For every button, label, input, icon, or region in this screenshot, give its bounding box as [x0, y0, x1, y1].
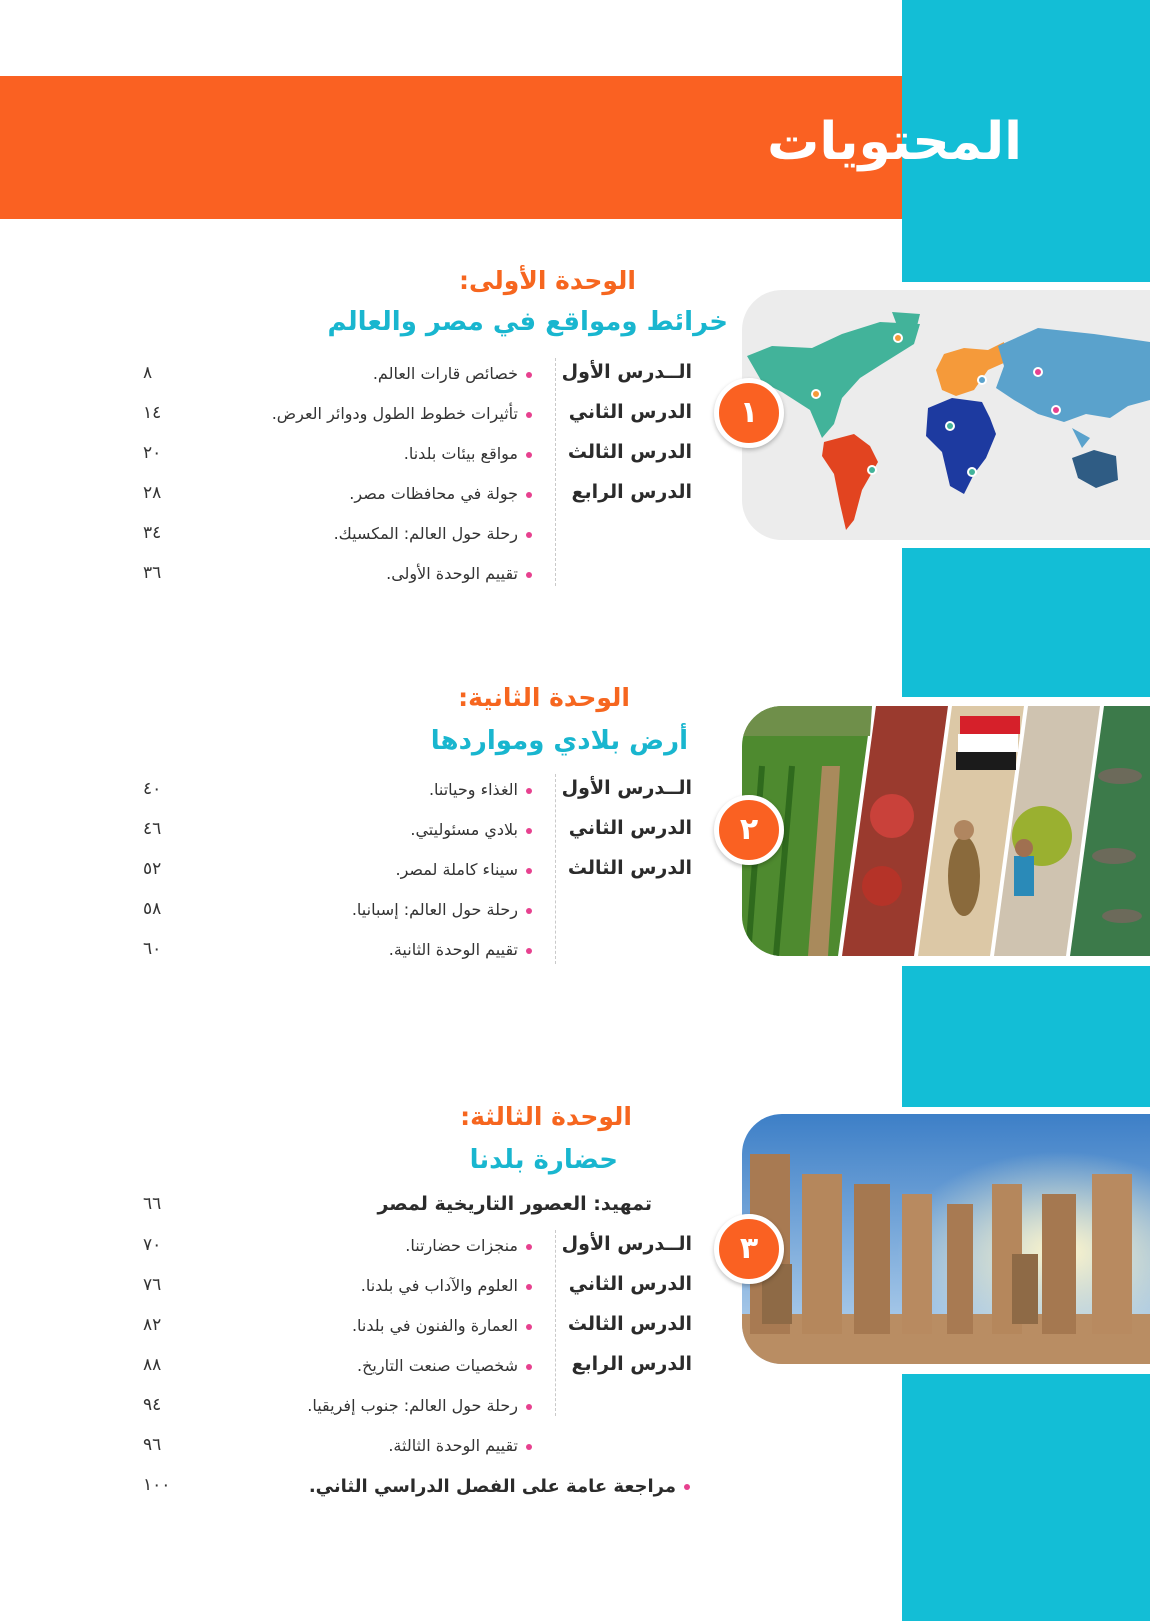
- unit-2-lesson-3: الدرس الثالث: [567, 857, 692, 879]
- unit-2-separator: [555, 774, 556, 964]
- unit-1-item-3: مواقع بيئات بلدنا.: [404, 444, 532, 463]
- unit-2-title: أرض بلادي ومواردها: [430, 726, 688, 756]
- unit-3-lesson-4: الدرس الرابع: [571, 1353, 692, 1375]
- bullet-icon: [526, 452, 532, 458]
- unit-3-title: حضارة بلدنا: [469, 1145, 618, 1175]
- unit-1-item-6: تقييم الوحدة الأولى.: [386, 564, 532, 583]
- bullet-icon: [526, 828, 532, 834]
- unit-1-page-3: ٢٠: [143, 443, 162, 463]
- unit-3-temple-image: [742, 1114, 1150, 1364]
- bullet-icon: [526, 868, 532, 874]
- unit-1-page-4: ٢٨: [143, 483, 162, 503]
- unit-3-number-badge: ٣: [714, 1214, 784, 1284]
- teal-strip-2: [902, 548, 1150, 697]
- bullet-icon: [526, 492, 532, 498]
- bullet-icon: [526, 788, 532, 794]
- unit-3-item-2: العلوم والآداب في بلدنا.: [361, 1276, 532, 1295]
- unit-2-page-1: ٤٠: [143, 779, 162, 799]
- bullet-icon: [526, 1324, 532, 1330]
- unit-2-label: الوحدة الثانية:: [458, 683, 630, 712]
- bullet-icon: [526, 1284, 532, 1290]
- bullet-icon: [526, 572, 532, 578]
- unit-3-page-5: ٩٤: [143, 1395, 162, 1415]
- unit-3-intro: تمهيد: العصور التاريخية لمصر: [377, 1193, 652, 1215]
- temple-icon: [742, 1114, 1150, 1364]
- unit-2-item-3: سيناء كاملة لمصر.: [396, 860, 532, 879]
- page-title: المحتويات: [767, 112, 1022, 172]
- unit-2-collage-image: [742, 706, 1150, 956]
- unit-1-lesson-2: الدرس الثاني: [568, 401, 692, 423]
- unit-3-page-1: ٧٠: [143, 1235, 162, 1255]
- bullet-icon: [526, 948, 532, 954]
- unit-1-page-1: ٨: [143, 363, 153, 383]
- unit-3-page-2: ٧٦: [143, 1275, 162, 1295]
- bullet-icon: [526, 412, 532, 418]
- unit-1-lesson-1: الــدرس الأول: [561, 361, 692, 383]
- unit-2-page-3: ٥٢: [143, 859, 162, 879]
- bullet-icon: [526, 1404, 532, 1410]
- unit-1-item-5: رحلة حول العالم: المكسيك.: [334, 524, 532, 543]
- unit-3-item-6: تقييم الوحدة الثالثة.: [388, 1436, 532, 1455]
- unit-2-page-2: ٤٦: [143, 819, 162, 839]
- unit-2-lesson-1: الــدرس الأول: [561, 777, 692, 799]
- general-review-page: ١٠٠: [143, 1475, 171, 1495]
- collage-icon: [742, 706, 1150, 956]
- unit-1-item-1: خصائص قارات العالم.: [373, 364, 532, 383]
- bullet-icon: [526, 908, 532, 914]
- bullet-icon: [526, 532, 532, 538]
- unit-3-label: الوحدة الثالثة:: [460, 1102, 632, 1131]
- bullet-icon: [684, 1484, 690, 1490]
- bullet-icon: [526, 372, 532, 378]
- bullet-icon: [526, 1364, 532, 1370]
- unit-3-item-5: رحلة حول العالم: جنوب إفريقيا.: [307, 1396, 532, 1415]
- unit-1-item-2: تأثيرات خطوط الطول ودوائر العرض.: [272, 404, 532, 423]
- unit-1-title: خرائط ومواقع في مصر والعالم: [327, 307, 728, 337]
- unit-1-page-2: ١٤: [143, 403, 162, 423]
- bullet-icon: [526, 1244, 532, 1250]
- unit-2-item-5: تقييم الوحدة الثانية.: [389, 940, 532, 959]
- unit-3-item-3: العمارة والفنون في بلدنا.: [352, 1316, 532, 1335]
- unit-1-page-5: ٣٤: [143, 523, 162, 543]
- unit-3-lesson-1: الــدرس الأول: [561, 1233, 692, 1255]
- unit-3-separator: [555, 1230, 556, 1416]
- unit-3-page-6: ٩٦: [143, 1435, 162, 1455]
- unit-2-page-4: ٥٨: [143, 899, 162, 919]
- teal-strip-4: [902, 1374, 1150, 1621]
- unit-1-separator: [555, 358, 556, 586]
- unit-2-lesson-2: الدرس الثاني: [568, 817, 692, 839]
- unit-3-intro-page: ٦٦: [143, 1194, 162, 1214]
- unit-2-number-badge: ٢: [714, 795, 784, 865]
- unit-1-label: الوحدة الأولى:: [459, 266, 636, 295]
- unit-2-page-5: ٦٠: [143, 939, 162, 959]
- unit-3-lesson-2: الدرس الثاني: [568, 1273, 692, 1295]
- bullet-icon: [526, 1444, 532, 1450]
- unit-2-item-1: الغذاء وحياتنا.: [429, 780, 532, 799]
- unit-1-lesson-4: الدرس الرابع: [571, 481, 692, 503]
- unit-3-page-3: ٨٢: [143, 1315, 162, 1335]
- unit-3-item-1: منجزات حضارتنا.: [405, 1236, 532, 1255]
- unit-1-lesson-3: الدرس الثالث: [567, 441, 692, 463]
- unit-3-item-4: شخصيات صنعت التاريخ.: [357, 1356, 532, 1375]
- unit-1-item-4: جولة في محافظات مصر.: [349, 484, 532, 503]
- unit-3-lesson-3: الدرس الثالث: [567, 1313, 692, 1335]
- world-map-icon: [742, 290, 1150, 540]
- general-review: مراجعة عامة على الفصل الدراسي الثاني.: [309, 1476, 690, 1497]
- unit-2-item-4: رحلة حول العالم: إسبانيا.: [352, 900, 532, 919]
- teal-strip-3: [902, 966, 1150, 1107]
- unit-2-item-2: بلادي مسئوليتي.: [410, 820, 532, 839]
- unit-1-number-badge: ١: [714, 378, 784, 448]
- unit-1-world-map-image: [742, 290, 1150, 540]
- unit-1-page-6: ٣٦: [143, 563, 162, 583]
- unit-3-page-4: ٨٨: [143, 1355, 162, 1375]
